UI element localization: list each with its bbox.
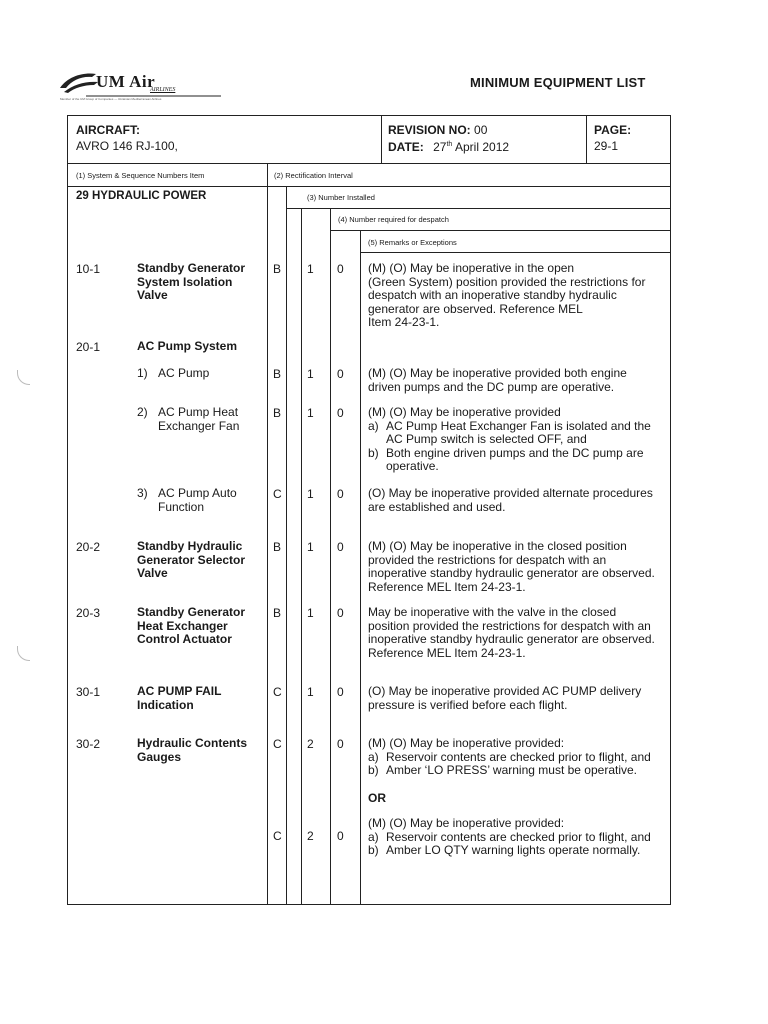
remarks-line: (O) May be inoperative provided alternate procedures <box>368 486 653 500</box>
item-name <box>137 737 247 764</box>
remarks <box>368 606 668 660</box>
number-required: 0 <box>337 606 344 620</box>
punch-hole-mark <box>17 646 30 661</box>
rectification-interval: B <box>273 262 282 276</box>
item-sub-line: AC Pump Auto <box>158 486 237 500</box>
item-number: 10-1 <box>76 262 101 276</box>
item-name: AC Pump System <box>137 339 238 353</box>
number-installed: 1 <box>307 487 314 501</box>
number-installed: 2 <box>307 737 314 751</box>
date-month-year: April 2012 <box>455 140 510 154</box>
item-name-line: Valve <box>137 566 168 580</box>
item-sub-name <box>158 367 209 381</box>
remarks-line: Reference MEL Item 24-23-1. <box>368 579 526 594</box>
remarks-line: (M) (O) May be inoperative in the open <box>368 261 575 275</box>
number-required: 0 <box>337 737 344 751</box>
logo-name: UM Air <box>96 72 156 91</box>
remarks-line: Amber ‘LO PRESS’ warning must be operative. <box>386 763 637 777</box>
remarks-line: despatch with an inoperative standby hydraulic <box>368 288 617 302</box>
item-name-line: System Isolation <box>137 274 233 289</box>
remarks <box>368 262 668 330</box>
item-name-line: Indication <box>137 697 194 712</box>
remarks <box>368 487 668 514</box>
remarks-line: (Green System) position provided the restrictions for <box>368 274 646 289</box>
item-sub-line: AC Pump <box>158 366 210 380</box>
number-required: 0 <box>337 829 344 843</box>
document-title: MINIMUM EQUIPMENT LIST <box>470 75 646 90</box>
item-name-line: Control Actuator <box>137 632 232 646</box>
item-name-line: Heat Exchanger <box>137 618 228 633</box>
aircraft-label: AIRCRAFT: <box>76 123 140 137</box>
number-required: 0 <box>337 262 344 276</box>
remarks-line: (M) (O) May be inoperative in the closed position <box>368 539 627 553</box>
number-installed: 1 <box>307 367 314 381</box>
item-name-line: Gauges <box>137 749 182 764</box>
item-name-line: Standby Hydraulic <box>137 539 243 553</box>
item-number: 30-1 <box>76 685 101 699</box>
remarks <box>368 685 668 712</box>
item-name-line: Valve <box>137 288 168 302</box>
item-sub-line: Function <box>158 499 205 514</box>
rectification-interval: B <box>273 606 282 620</box>
remarks-line: Reference MEL Item 24-23-1. <box>368 645 526 660</box>
col-header-remarks: (5) Remarks or Exceptions <box>368 238 457 247</box>
date-field <box>388 140 509 154</box>
revision-field <box>388 123 487 137</box>
date-suffix: th <box>446 141 453 148</box>
item-sub-number: 1) <box>137 366 148 380</box>
number-required: 0 <box>337 685 344 699</box>
item-sub-name <box>158 487 237 514</box>
date-label: DATE: <box>388 140 424 154</box>
remarks-line: pressure is verified before each flight. <box>368 697 568 712</box>
rectification-interval: C <box>273 685 282 699</box>
aircraft-value: AVRO 146 RJ-100, <box>76 139 178 153</box>
remarks-line: (M) (O) May be inoperative provided: <box>368 736 565 750</box>
remarks-line: Reservoir contents are checked prior to flight, and <box>386 749 651 764</box>
item-name <box>137 540 245 581</box>
list-marker: b) <box>368 763 379 777</box>
remarks <box>368 737 668 778</box>
list-marker: b) <box>368 445 379 460</box>
number-installed: 1 <box>307 406 314 420</box>
remarks-line: (M) (O) May be inoperative provided <box>368 405 561 419</box>
col-header-installed: (3) Number Installed <box>307 193 375 202</box>
number-installed: 1 <box>307 606 314 620</box>
remarks-line: (M) (O) May be inoperative provided both engine <box>368 366 627 380</box>
remarks-line: (M) (O) May be inoperative provided: <box>368 816 565 830</box>
item-sub-number: 3) <box>137 486 148 500</box>
remarks-list-item <box>368 844 668 858</box>
page-label: PAGE: <box>594 123 632 137</box>
remarks-line: generator are observed. Reference MEL <box>368 301 583 316</box>
item-number: 20-3 <box>76 606 101 620</box>
logo-tagline: Member of the UM Group of Companies — Ukrainian Mediterranean Airlines <box>60 97 162 101</box>
revision-value: 00 <box>474 123 488 137</box>
item-name <box>137 262 245 303</box>
remarks-line: are established and used. <box>368 499 506 514</box>
item-number: 20-2 <box>76 540 101 554</box>
remarks <box>368 367 668 394</box>
rectification-interval: C <box>273 487 282 501</box>
remarks <box>368 406 668 474</box>
remarks-list-item <box>368 447 668 474</box>
remarks-line: AC Pump Heat Exchanger Fan is isolated and the <box>386 418 651 433</box>
col-header-interval: (2) Rectification Interval <box>274 171 353 180</box>
list-marker: b) <box>368 843 379 857</box>
number-required: 0 <box>337 406 344 420</box>
number-installed: 1 <box>307 540 314 554</box>
col-header-system: (1) System & Sequence Numbers Item <box>76 171 205 180</box>
remarks <box>368 817 668 858</box>
item-name-line: Generator Selector <box>137 552 246 567</box>
rectification-interval: C <box>273 737 282 751</box>
rectification-interval: B <box>273 367 282 381</box>
item-sub-number: 2) <box>137 405 148 419</box>
remarks-line: (O) May be inoperative provided AC PUMP delivery <box>368 684 642 698</box>
item-sub-line: AC Pump Heat <box>158 405 239 419</box>
item-sub-line: Exchanger Fan <box>158 418 240 433</box>
remarks-line: driven pumps and the DC pump are operative. <box>368 379 615 394</box>
remarks-list-item <box>368 831 668 845</box>
date-day: 27 <box>433 140 447 154</box>
remarks-line: inoperative standby hydraulic generator are observed. <box>368 566 655 580</box>
remarks-line: Item 24-23-1. <box>368 315 440 329</box>
item-name-line: Standby Generator <box>137 261 246 275</box>
revision-label: REVISION NO: <box>388 123 471 137</box>
remarks-line: Reservoir contents are checked prior to flight, and <box>386 829 651 844</box>
number-installed: 1 <box>307 685 314 699</box>
rectification-interval: B <box>273 540 282 554</box>
remarks-line: inoperative standby hydraulic generator are observed. <box>368 632 655 646</box>
remarks-list-item <box>368 751 668 765</box>
section-title: 29 HYDRAULIC POWER <box>76 190 207 202</box>
remarks-line: provided the restrictions for despatch with an <box>368 552 607 567</box>
number-installed: 2 <box>307 829 314 843</box>
item-name <box>137 685 221 712</box>
remarks-line: position provided the restrictions for despatch with an <box>368 618 651 633</box>
item-number: 20-1 <box>76 340 101 354</box>
list-marker: a) <box>368 418 379 433</box>
remarks-line: operative. <box>386 459 439 473</box>
rectification-interval: B <box>273 406 282 420</box>
remarks-list-item <box>368 764 668 778</box>
col-header-required: (4) Number required for despatch <box>338 215 449 224</box>
item-name-line: AC PUMP FAIL <box>137 684 222 698</box>
remarks-line: AC Pump switch is selected OFF, and <box>386 432 587 446</box>
remarks-list-item <box>368 420 668 447</box>
item-name <box>137 606 245 647</box>
number-installed: 1 <box>307 262 314 276</box>
logo-subtitle: AIRLINES <box>150 87 176 93</box>
remarks-line: May be inoperative with the valve in the closed <box>368 605 617 619</box>
remarks-line: Both engine driven pumps and the DC pump are <box>386 445 644 460</box>
list-marker: a) <box>368 829 379 844</box>
rectification-interval: C <box>273 829 282 843</box>
page-number: 29-1 <box>594 139 619 153</box>
item-name-line: Hydraulic Contents <box>137 736 248 750</box>
punch-hole-mark <box>17 370 30 385</box>
item-number: 30-2 <box>76 737 101 751</box>
remarks <box>368 540 668 594</box>
number-required: 0 <box>337 487 344 501</box>
or-separator: OR <box>368 791 386 805</box>
number-required: 0 <box>337 540 344 554</box>
remarks-line: Amber LO QTY warning lights operate normally. <box>386 843 641 857</box>
list-marker: a) <box>368 749 379 764</box>
item-name-line: Standby Generator <box>137 605 246 619</box>
item-sub-name <box>158 406 239 433</box>
number-required: 0 <box>337 367 344 381</box>
